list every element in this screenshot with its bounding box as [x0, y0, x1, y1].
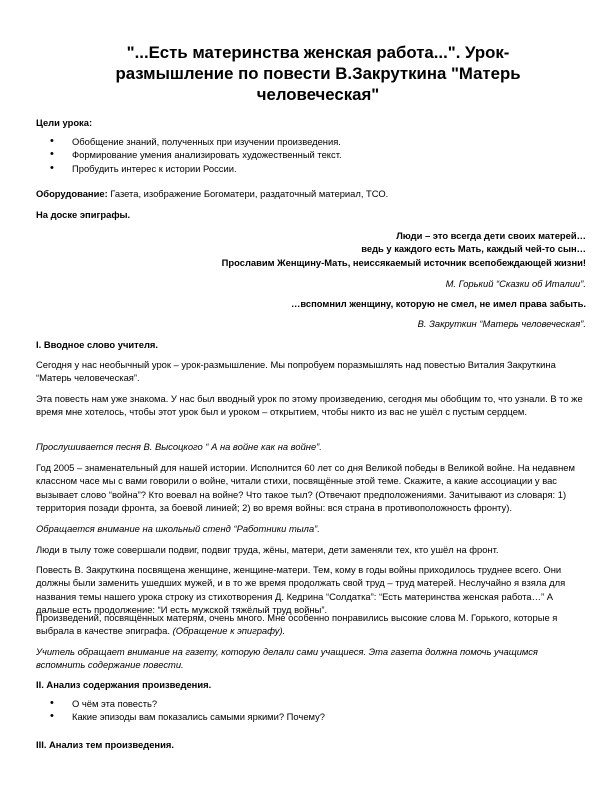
equipment-text: Газета, изображение Богоматери, раздаточный материал, ТСО. — [107, 188, 389, 199]
list-item: • Формирование умения анализировать художественный текст. — [36, 148, 586, 161]
epigraph-source: В. Закруткин “Матерь человеческая”. — [417, 318, 586, 329]
list-item: • Какие эпизоды вам показались самыми яркими? Почему? — [36, 710, 586, 723]
paragraph: Люди в тылу тоже совершали подвиг, подвиг труда, жёны, матери, дети заменяли тех, кто ушёл на фронт. — [36, 544, 499, 555]
section-heading: I. Вводное слово учителя. — [36, 339, 158, 350]
epigraphs-heading: На доске эпиграфы. — [36, 209, 131, 220]
paragraph-text: Произведений, посвящённых матерям, очень много. Мне особенно понравились высокие слова М. Горького, которые я выбрала в качестве эпиграфа. — [36, 612, 558, 637]
paragraph: Учитель обращает внимание на газету, которую делали сами учащиеся. Эта газета должна помочь учащимся вспомнить содержание повести. — [36, 646, 538, 671]
section-heading: II. Анализ содержания произведения. — [36, 679, 212, 690]
paragraph: Повесть В. Закруткина посвящена женщине, женщине-матери. Тем, кому в годы войны приходилось труднее всего. Они должны были заменить ушедших мужей, и в то же время продолжать свой труд – труд матерей. Неслучайно я взяла для названия темы нашего урока строку из стихотворения Д. Кедрина “Солдатка”: “Есть материнства женская работа…” А дальше есть продолжение: “И есть мужской тяжёлый труд войны”. — [36, 564, 566, 615]
paragraph: Год 2005 – знаменательный для нашей истории. Исполнится 60 лет со дня Великой победы в Великой войне. На недавнем классном часе мы с вами говорили о войне, читали стихи, посвящённые этой теме. Скажите, а какие ассоциации у вас вызывает слово “война”? Кто воевал на войне? Что такое тыл? (Отвечают предположениями. Зачитывают из словаря: 1) территория позади фронта, за боевой линией; 2) во время войны: вся страна в противоположность фронту). — [36, 462, 575, 513]
goals-heading: Цели урока: — [36, 117, 93, 128]
paragraph-note: (Обращение к эпиграфу). — [172, 625, 286, 637]
page-title: "...Есть материнства женская работа...". Урок-размышление по повести В.Закруткина "Матерь человеческая" — [115, 43, 521, 104]
section-heading: III. Анализ тем произведения. — [36, 739, 174, 750]
equipment-label: Оборудование: — [36, 188, 108, 199]
paragraph: Прослушивается песня В. Высоцкого “ А на войне как на войне”. — [36, 441, 322, 452]
analysis-questions-list — [36, 697, 586, 724]
list-item: • Пробудить интерес к истории России. — [36, 162, 586, 175]
paragraph: Обращается внимание на школьный стенд “Работники тыла”. — [36, 523, 320, 534]
list-item: • О чём эта повесть? — [36, 697, 586, 710]
list-item: • Обобщение знаний, полученных при изучении произведения. — [36, 135, 586, 148]
paragraph: Эта повесть нам уже знакома. У нас был вводный урок по этому произведению, сегодня мы обобщим то, что узнали. В то же время мне хотелось, чтобы этот урок был и уроком – открытием, чтобы никто из вас не ушёл с пустым сердцем. — [36, 393, 583, 418]
epigraph-line: …вспомнил женщину, которую не смел, не имел права забыть. — [291, 298, 586, 309]
paragraph — [36, 611, 586, 638]
paragraph: Сегодня у нас необычный урок – урок-размышление. Мы попробуем поразмышлять над повестью Виталия Закруткина “Матерь человеческая”. — [36, 359, 556, 384]
equipment-paragraph — [36, 187, 586, 200]
epigraph-line: Прославим Женщину-Мать, неиссякаемый источник всепобеждающей жизни! — [221, 257, 586, 268]
epigraph-source: М. Горький “Сказки об Италии”. — [445, 278, 586, 289]
epigraph-line: ведь у каждого есть Мать, каждый чей-то сын… — [361, 243, 586, 254]
goals-list — [36, 135, 586, 175]
epigraph-line: Люди – это всегда дети своих матерей… — [396, 230, 586, 241]
